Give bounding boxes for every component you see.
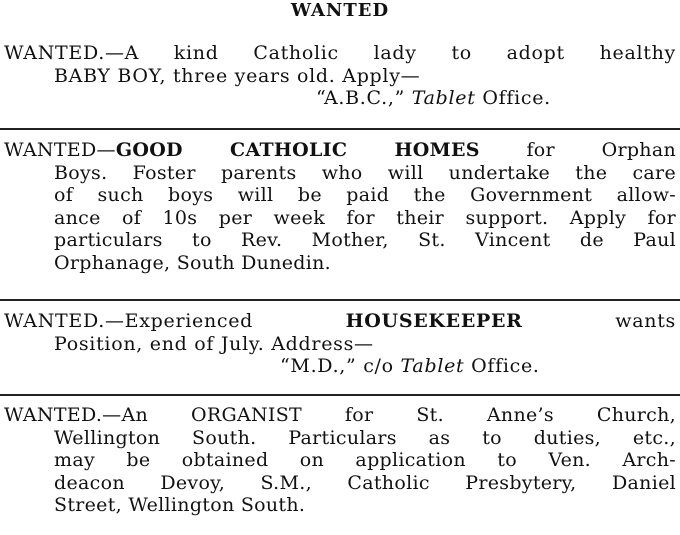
ad-line xyxy=(4,310,676,333)
ad-line: ance of 10s per week for their support. Apply for xyxy=(54,206,676,229)
ad-contact: “A.B.C.,” xyxy=(316,87,412,109)
ad-keyword: HOUSEKEEPER xyxy=(345,310,523,332)
section-heading: WANTED xyxy=(290,0,390,21)
ad-lead-suffix: wants xyxy=(522,310,676,332)
ad-lead: WANTED.—Experienced xyxy=(4,310,346,332)
ad-line: of such boys will be paid the Government allow- xyxy=(54,184,676,206)
ad-line: Wellington South. Particulars as to duties, etc., xyxy=(54,426,676,449)
ad-line: Street, Wellington South. xyxy=(54,494,306,516)
ad-baby-boy xyxy=(4,42,676,110)
ad-catholic-homes xyxy=(4,139,676,274)
ad-contact: “M.D.,” c/o xyxy=(280,355,401,377)
publication-name: Tablet xyxy=(411,87,476,109)
ad-line: Boys. Foster parents who will undertake the care xyxy=(54,161,676,184)
divider xyxy=(0,394,680,396)
ad-housekeeper xyxy=(4,310,676,378)
ad-lead: WANTED— xyxy=(4,139,116,161)
ad-line: particulars to Rev. Mother, St. Vincent de Paul xyxy=(54,229,676,251)
ad-line: deacon Devoy, S.M., Catholic Presbytery, Daniel xyxy=(54,471,676,494)
ad-line: Orphanage, South Dunedin. xyxy=(54,251,332,274)
ad-line: WANTED.—A kind Catholic lady to adopt healthy xyxy=(4,42,676,64)
ad-line xyxy=(4,355,676,378)
publication-name: Tablet xyxy=(400,355,465,377)
ad-keyword: GOOD CATHOLIC HOMES xyxy=(115,139,480,161)
ad-line: Position, end of July. Address— xyxy=(54,332,374,355)
divider xyxy=(0,128,680,130)
divider xyxy=(0,299,680,301)
ad-line xyxy=(4,87,676,110)
ad-line: BABY BOY, three years old. Apply— xyxy=(54,64,421,87)
ad-contact-suffix: Office. xyxy=(475,87,551,109)
ad-line: may be obtained on application to Ven. Arch- xyxy=(54,449,676,471)
ad-organist xyxy=(4,404,676,517)
ad-line: WANTED.—An ORGANIST for St. Anne’s Church, xyxy=(4,404,676,426)
ad-contact-suffix: Office. xyxy=(464,355,540,377)
ad-lead-suffix: for Orphan xyxy=(479,139,676,161)
ad-line xyxy=(4,139,676,162)
